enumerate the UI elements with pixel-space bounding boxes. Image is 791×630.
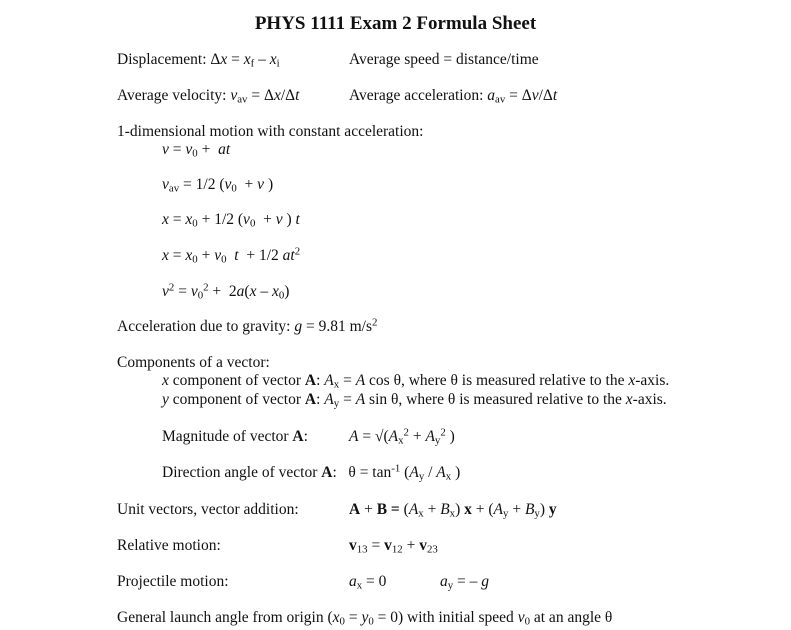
equation-position-time: $x = x_0 + v_0$ t + 1/2 $at^2$: [162, 245, 301, 266]
equation-velocity-time: $v = v_0$ + at: [162, 141, 231, 160]
vector-components-heading: Components of a vector:: [117, 354, 270, 371]
x-component-formula: x component of vector A: $A_x = A$ cos θ, where θ is measured relative to the x-axis.: [162, 372, 670, 391]
gravity-formula: Acceleration due to gravity: g = 9.81 $m/s^2$: [117, 316, 378, 335]
equation-average-velocity: $v_{av} = 1/2$ ($v_0 + v$ ): [162, 176, 274, 195]
magnitude-formula: $A = √(A_x^2 + A_y^2$ ): [349, 426, 455, 447]
direction-label: Direction angle of vector A:: [162, 464, 337, 481]
equation-position-average: $x = x_0 + 1/2$ ($v_0 + v$ ) t: [162, 211, 300, 230]
projectile-ax-formula: $a_x = 0$: [349, 573, 387, 592]
magnitude-label: Magnitude of vector A:: [162, 428, 308, 445]
equation-velocity-squared: $v^2 = v_0^2 + 2a(x - x_0)$: [162, 281, 290, 302]
unit-vectors-label: Unit vectors, vector addition:: [117, 501, 299, 518]
average-speed-formula: Average speed = distance/time: [349, 51, 539, 68]
vector-addition-formula: $A + B = (A_x + B_x) x + (A_y + B_y)$ y: [349, 501, 557, 520]
displacement-formula: Displacement: $\Delta x = x_f - x_i$: [117, 51, 280, 70]
average-velocity-formula: Average velocity: $v_{av} = \Delta x/\Delta t$: [117, 87, 300, 106]
relative-motion-label: Relative motion:: [117, 537, 221, 554]
constant-acceleration-heading: 1-dimensional motion with constant acceleration:: [117, 123, 424, 140]
average-acceleration-label: Average acceleration:: [349, 87, 484, 104]
gravity-label: Acceleration due to gravity:: [117, 318, 291, 335]
projectile-motion-label: Projectile motion:: [117, 573, 229, 590]
y-component-formula: y component of vector A: $A_y = A$ sin θ, where θ is measured relative to the x-axis.: [162, 391, 667, 410]
projectile-ay-formula: $a_y$ = – g: [440, 573, 490, 592]
general-launch-text: General launch angle from origin $(x_0 = y_0 = 0)$ with initial speed $v_0$ at an angle θ: [117, 609, 613, 628]
direction-formula: Direction angle of vector A: $\theta = \tan^{-1} (A_y / A_x$ ): [162, 462, 461, 483]
relative-motion-formula: $v_{13} = v_{12} + v_{23}$: [349, 537, 438, 556]
page-title: PHYS 1111 Exam 2 Formula Sheet: [254, 13, 537, 34]
displacement-label: Displacement:: [117, 51, 207, 68]
average-acceleration-formula: Average acceleration: $a_{av} = \Delta v/\Delta t$: [349, 87, 558, 106]
average-velocity-label: Average velocity:: [117, 87, 227, 104]
gravity-value: 9.81 m/s: [318, 318, 372, 335]
